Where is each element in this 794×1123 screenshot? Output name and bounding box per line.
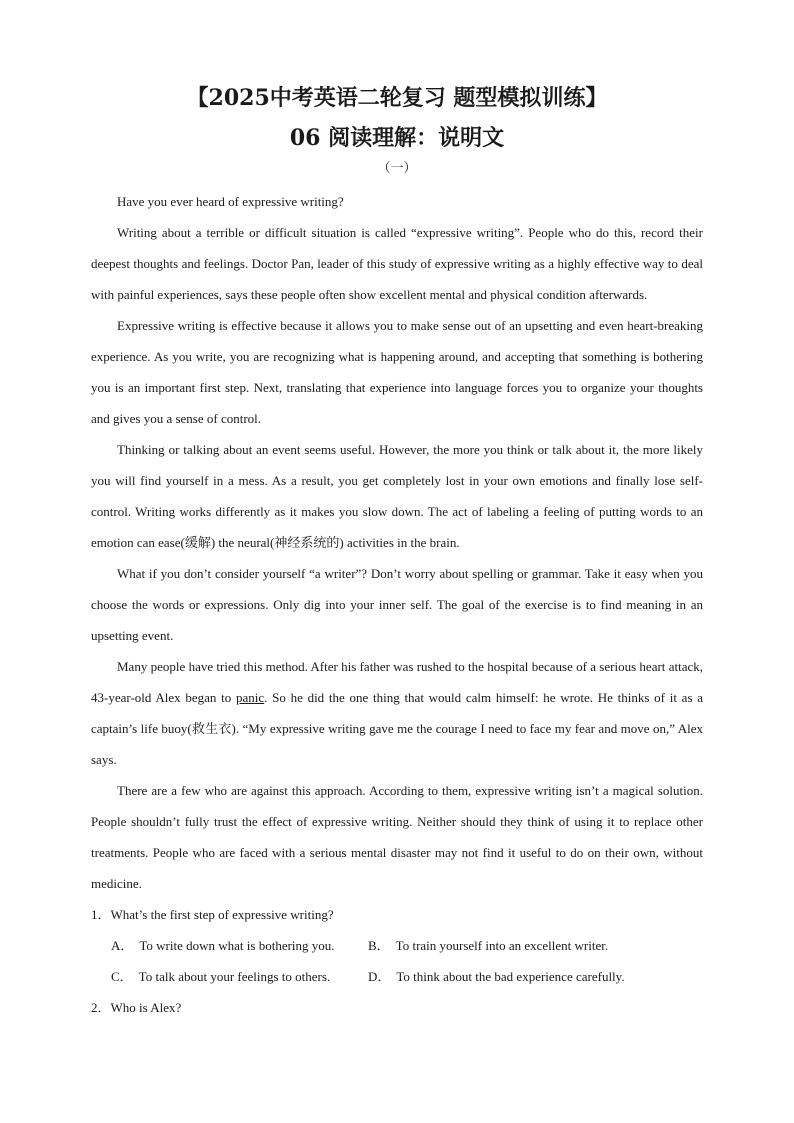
paragraph-3: Expressive writing is effective because it allows you to make sense out of an upsetting and even heart-breaking experience. As you write, you are recognizing what is happening around, and accepting that something is bothering you is an important first step. Next, translating that experience into language forces you to organize your thoughts and gives you a sense of control.: [91, 318, 703, 426]
question-2: [91, 992, 703, 1023]
option-d-letter: D．: [368, 969, 391, 984]
option-a-letter: A．: [111, 938, 134, 953]
reading-passage: [91, 186, 703, 899]
section-number: （一）: [377, 160, 417, 175]
paragraph-6: [91, 651, 703, 775]
option-a[interactable]: [111, 930, 368, 961]
option-b-letter: B．: [368, 938, 390, 953]
option-d[interactable]: [368, 961, 703, 992]
document-title: 【2025中考英语二轮复习 题型模拟训练】: [186, 85, 608, 111]
question-1-stem: 1．What’s the first step of expressive writing?: [91, 907, 334, 922]
question-1-options: [91, 930, 703, 992]
option-b-text: To train yourself into an excellent writer.: [395, 938, 609, 953]
option-c[interactable]: [111, 961, 368, 992]
option-a-text: To write down what is bothering you.: [139, 938, 335, 953]
paragraph-2: Writing about a terrible or difficult situation is called “expressive writing”. People who do this, record their deepest thoughts and feelings. Doctor Pan, leader of this study of expressive writing as a highly effective way to deal with painful experiences, says these people often show excellent mental and physical condition afterwards.: [91, 225, 703, 302]
paragraph-6-part-1: Many people have tried this method. After his father was rushed to the hospital because of a serious heart attack, 43-year-old Alex began to: [91, 659, 703, 705]
underlined-word-panic: panic: [235, 690, 265, 705]
paragraph-4: Thinking or talking about an event seems useful. However, the more you think or talk about it, the more likely you will find yourself in a mess. As a result, you get completely lost in your own emotions and finally lose self-control. Writing works differently as it makes you slow down. The act of labeling a feeling of putting words to an emotion can ease(缓解) the neural(神经系统的) activities in the brain.: [91, 442, 703, 550]
question-1: [91, 899, 703, 992]
question-2-stem: 2．Who is Alex?: [91, 1000, 182, 1015]
option-b[interactable]: [368, 930, 703, 961]
document-subtitle: 06 阅读理解：说明文: [289, 125, 505, 151]
option-c-text: To talk about your feelings to others.: [138, 969, 331, 984]
document-page: [91, 80, 703, 1023]
paragraph-1: Have you ever heard of expressive writing?: [117, 194, 344, 209]
paragraph-7: There are a few who are against this approach. According to them, expressive writing isn’t a magical solution. People shouldn’t fully trust the effect of expressive writing. Neither should they think of using it to replace other treatments. People who are faced with a serious mental disaster may not find it useful to do on their own, without medicine.: [91, 783, 703, 891]
paragraph-6-part-2: . So he did the one thing that would calm himself: he wrote. He thinks of it as a captain’s life buoy(救生衣). “My expressive writing gave me the courage I need to face my fear and move on,” Alex says.: [91, 690, 703, 767]
paragraph-5: What if you don’t consider yourself “a writer”? Don’t worry about spelling or grammar. Take it easy when you choose the words or expressions. Only dig into your inner self. The goal of the exercise is to find meaning in an upsetting event.: [91, 566, 703, 643]
option-d-text: To think about the bad experience carefully.: [396, 969, 625, 984]
option-c-letter: C．: [111, 969, 133, 984]
